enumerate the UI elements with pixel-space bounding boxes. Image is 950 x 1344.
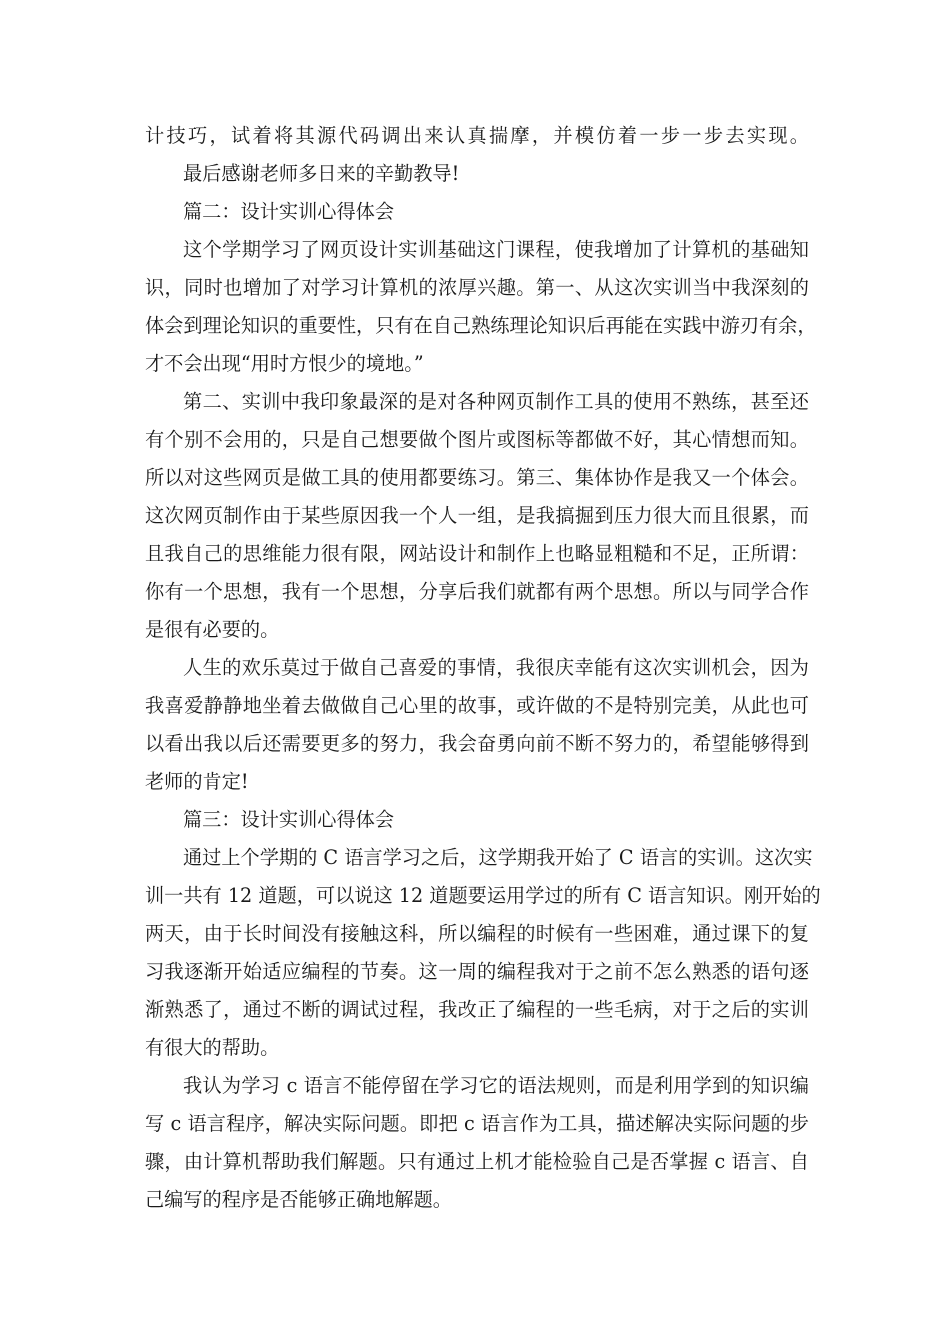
- paragraph-line: 骤，由计算机帮助我们解题。只有通过上机才能检验自己是否掌握 c 语言、自: [145, 1150, 809, 1173]
- paragraph-line: 我喜爱静静地坐着去做做自己心里的故事，或许做的不是特别完美，从此也可: [145, 694, 809, 717]
- paragraph-line: 渐熟悉了，通过不断的调试过程，我改正了编程的一些毛病，对于之后的实训: [145, 998, 809, 1021]
- paragraph-line: 最后感谢老师多日来的辛勤教导!: [183, 162, 460, 185]
- paragraph-line: 所以对这些网页是做工具的使用都要练习。第三、集体协作是我又一个体会。: [145, 466, 809, 489]
- paragraph-line: 第二、实训中我印象最深的是对各种网页制作工具的使用不熟练，甚至还: [183, 390, 809, 413]
- paragraph-line: 这次网页制作由于某些原因我一个人一组，是我搞掘到压力很大而且很累，而: [145, 504, 809, 527]
- paragraph-line: 有很大的帮助。: [145, 1036, 280, 1059]
- paragraph-line: 训一共有 12 道题，可以说这 12 道题要运用学过的所有 C 语言知识。刚开始的: [145, 884, 821, 907]
- paragraph-line: 有个别不会用的，只是自己想要做个图片或图标等都做不好，其心情想而知。: [145, 428, 809, 451]
- paragraph-line: 这个学期学习了网页设计实训基础这门课程，使我增加了计算机的基础知: [183, 238, 809, 261]
- paragraph-line: 人生的欢乐莫过于做自己喜爱的事情，我很庆幸能有这次实训机会，因为: [183, 656, 809, 679]
- paragraph-line: 你有一个思想，我有一个思想，分享后我们就都有两个思想。所以与同学合作: [145, 580, 809, 603]
- paragraph-line: 是很有必要的。: [145, 618, 280, 641]
- paragraph-line: 体会到理论知识的重要性，只有在自己熟练理论知识后再能在实践中游刃有余，: [145, 314, 817, 337]
- paragraph-line: 通过上个学期的 C 语言学习之后，这学期我开始了 C 语言的实训。这次实: [183, 846, 813, 869]
- paragraph-line: 写 c 语言程序，解决实际问题。即把 c 语言作为工具，描述解决实际问题的步: [145, 1112, 809, 1135]
- paragraph-line: 习我逐渐开始适应编程的节奏。这一周的编程我对于之前不怎么熟悉的语句逐: [145, 960, 809, 983]
- paragraph-line: 两天，由于长时间没有接触这科，所以编程的时候有一些困难，通过课下的复: [145, 922, 809, 945]
- paragraph-line: 才不会出现“用时方恨少的境地。”: [145, 352, 424, 375]
- paragraph-line: 己编写的程序是否能够正确地解题。: [145, 1188, 452, 1211]
- paragraph-line: 我认为学习 c 语言不能停留在学习它的语法规则，而是利用学到的知识编: [183, 1074, 809, 1097]
- paragraph-line: 识，同时也增加了对学习计算机的浓厚兴趣。第一、从这次实训当中我深刻的: [145, 276, 809, 299]
- section-heading: 篇二：设计实训心得体会: [183, 200, 395, 223]
- paragraph-line: 以看出我以后还需要更多的努力，我会奋勇向前不断不努力的，希望能够得到: [145, 732, 809, 755]
- section-heading: 篇三：设计实训心得体会: [183, 808, 395, 831]
- paragraph-line: 老师的肯定!: [145, 770, 249, 793]
- paragraph-line: 计技巧，试着将其源代码调出来认真揣摩，并模仿着一步一步去实现。: [145, 124, 809, 147]
- paragraph-line: 且我自己的思维能力很有限，网站设计和制作上也略显粗糙和不足，正所谓：: [145, 542, 809, 565]
